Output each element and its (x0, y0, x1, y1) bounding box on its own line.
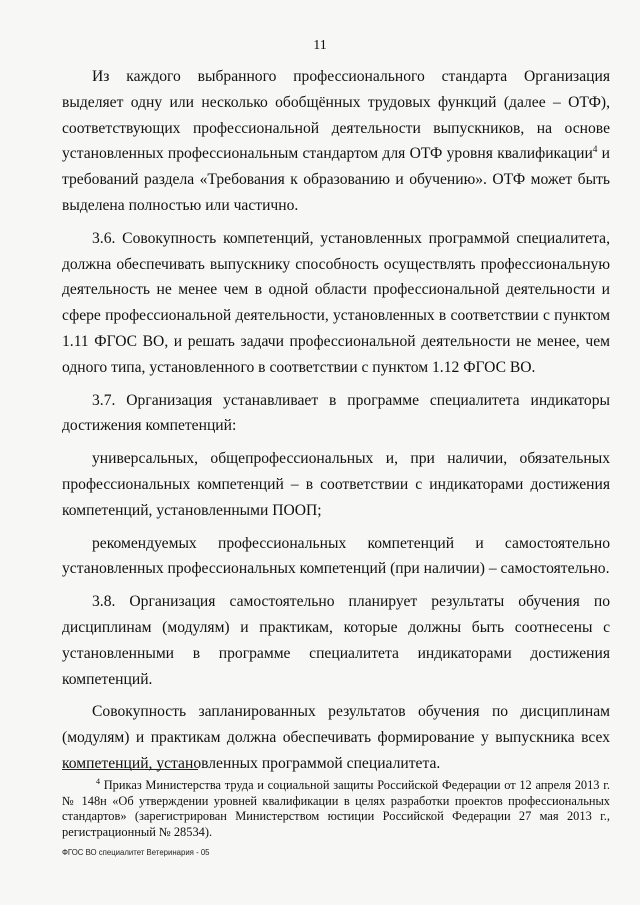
paragraph-3-8: 3.8. Организация самостоятельно планирует результаты обучения по дисциплинам (модулям) и практикам, которые должны быть соотнесены с установленными в программе специалитета индикаторами достижения компетенций. (62, 593, 610, 688)
paragraph-results: Совокупность запланированных результатов обучения по дисциплинам (модулям) и практикам должна обеспечивать формирование у выпускника всех компетенций, установленных программой специалитета. (62, 703, 610, 772)
footnote-separator (62, 769, 198, 770)
paragraph-3-7: 3.7. Организация устанавливает в программе специалитета индикаторы достижения компетенций: (62, 391, 610, 435)
paragraph-otf: Из каждого выбранного профессионального стандарта Организация выделяет одну или несколько обобщённых трудовых функций (далее – ОТФ), соответствующих профессиональной деятельности выпускников, на основе установленных профессиональным стандартом для ОТФ уровня квалификации$^4$ и требований раздела «Требования к образованию и обучению». ОТФ может быть выделена полностью или частично. (62, 68, 610, 214)
page-number: 11 (313, 38, 327, 53)
body-text (62, 64, 610, 777)
paragraph-3-6: 3.6. Совокупность компетенций, установленных программой специалитета, должна обеспечивать выпускнику способность осуществлять профессиональную деятельность не менее чем в одной области профессиональной деятельности и сфере профессиональной деятельности, установленных в соответствии с пунктом 1.11 ФГОС ВО, и решать задачи профессиональной деятельности не менее, чем одного типа, установленного в соответствии с пунктом 1.12 ФГОС ВО. (62, 229, 610, 376)
page-footer: ФГОС ВО специалитет Ветеринария - 05 (62, 848, 210, 857)
footnote-marker: 4 (96, 777, 100, 786)
footnote: $^4$ Приказ Министерства труда и социальной защиты Российской Федерации от 12 апреля 2013 г. № 148н «Об утверждении уровней квалификации в целях разработки проектов профессиональных стандартов» (зарегистрирован Министерством юстиции Российской Федерации 27 мая 2013 г., регистрационный № 28534). (62, 777, 610, 839)
paragraph-universal: универсальных, общепрофессиональных и, при наличии, обязательных профессиональных компетенций – в соответствии с индикаторами достижения компетенций, установленными ПООП; (62, 450, 610, 519)
paragraph-recommended: рекомендуемых профессиональных компетенций и самостоятельно установленных профессиональных компетенций (при наличии) – самостоятельно. (62, 534, 610, 578)
footnote-ref: 4 (592, 144, 598, 155)
